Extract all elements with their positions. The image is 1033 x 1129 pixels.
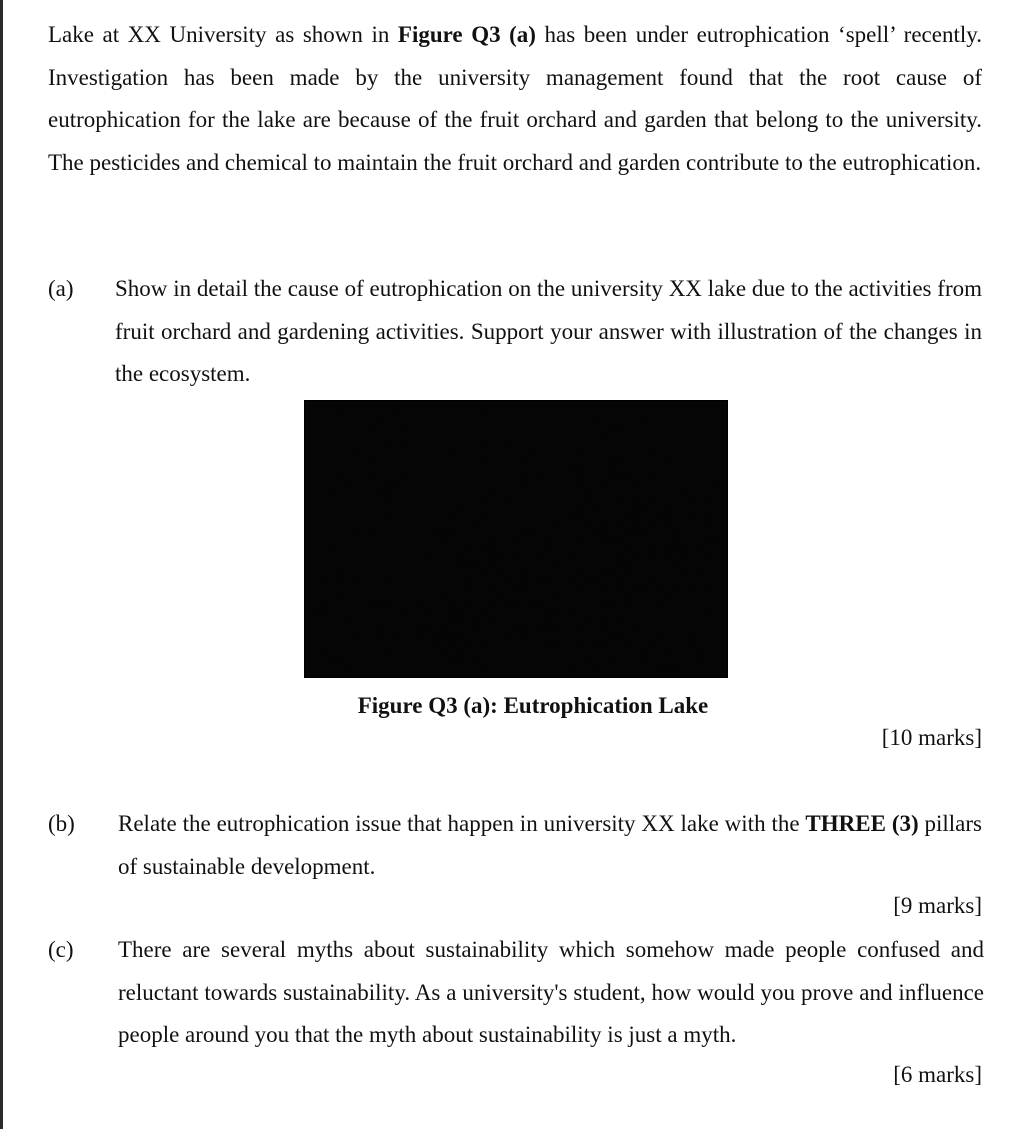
question-b-text-end: pillars of sustainable development.: [118, 811, 982, 879]
question-a-label: (a): [48, 276, 74, 301]
question-a-marks: [10 marks]: [881, 725, 982, 750]
question-b-label: (b): [48, 811, 75, 836]
question-b-text-start: Relate the eutrophication issue that happen in university XX lake with the: [118, 811, 806, 836]
question-b-marks: [9 marks]: [893, 893, 982, 918]
question-b-emphasis: THREE (3): [805, 811, 919, 836]
figure-reference: Figure Q3 (a): [397, 22, 536, 47]
question-a-text: Show in detail the cause of eutrophication on the university XX lake due to the activities from fruit orchard and gardening activities. Support your answer with illustration of the changes in the ecosystem.: [115, 276, 982, 386]
question-b-text: [118, 803, 982, 888]
question-c-text: There are several myths about sustainability which somehow made people confused and reluctant towards sustainability. As a university's student, how would you prove and influence people around you that the myth about sustainability is just a myth.: [118, 937, 984, 1047]
intro-paragraph: [48, 14, 982, 184]
figure-caption: Figure Q3 (a): Eutrophication Lake: [357, 693, 709, 718]
eutrophication-lake-photo: [304, 400, 728, 678]
page-left-border: [0, 0, 3, 1129]
question-c-marks: [6 marks]: [893, 1062, 982, 1087]
intro-text-start: Lake at XX University as shown in: [48, 22, 398, 47]
question-c-label: (c): [48, 937, 74, 962]
intro-text-rest: has been under eutrophication ‘spell’ recently. Investigation has been made by the university management found that the root cause of eutrophication for the lake are because of the fruit orchard and garden that belong to the university. The pesticides and chemical to maintain the fruit orchard and garden contribute to the eutrophication.: [48, 22, 982, 175]
